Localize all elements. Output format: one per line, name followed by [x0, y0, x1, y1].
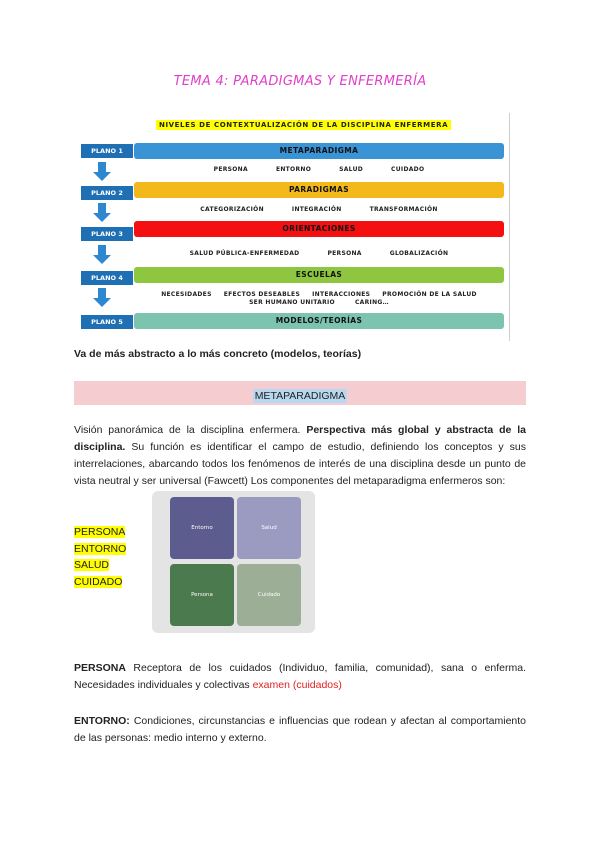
entorno-paragraph — [74, 713, 526, 747]
level-item: GLOBALIZACIÓN — [389, 250, 449, 257]
escuelas-bar: ESCUELAS — [134, 267, 504, 283]
paragraph-bold-text: Perspectiva más global y abstracta de la disciplina. — [74, 424, 526, 453]
plano-5-label: PLANO 5 — [81, 315, 133, 329]
grid-cell-salud: Salud — [237, 497, 301, 559]
level-item: TRANSFORMACIÓN — [369, 206, 438, 213]
metaparadigma-grid — [152, 491, 315, 633]
paragraph-text: Visión panorámica de la disciplina enfermera. — [74, 424, 307, 436]
paragraph-text: Su función es identificar el campo de estudio, definiendo los conceptos y sus interrelaciones, abarcando todos los fenómenos de interés de una disciplina desde un punto de vista neutral y ser universal (Fawcett) Los componentes del metaparadigma enfermeros son: — [74, 441, 526, 487]
plano-1-label: PLANO 1 — [81, 144, 133, 158]
modelos-teorias-bar: MODELOS/TEORÍAS — [134, 313, 504, 329]
paragraph-text: Receptora de los cuidados (Individuo, familia, comunidad), sana o enferma. Necesidades individuales y colectivas — [74, 662, 526, 691]
level-item: EFECTOS DESEABLES — [223, 291, 301, 298]
diagram-title: NIVELES DE CONTEXTUALIZACIÓN DE LA DISCIPLINA ENFERMERA — [156, 120, 451, 130]
plano-3-label: PLANO 3 — [81, 227, 133, 241]
level-item: PROMOCIÓN DE LA SALUD — [382, 291, 477, 298]
grid-cell-cuidado: Cuidado — [237, 564, 301, 626]
grid-cell-persona: Persona — [170, 564, 234, 626]
level-item: INTERACCIONES — [312, 291, 371, 298]
orientaciones-bar: ORIENTACIONES — [134, 221, 504, 237]
components-list — [74, 524, 126, 590]
escuelas-items — [134, 291, 504, 298]
metaparadigma-paragraph — [74, 422, 526, 490]
paradigmas-bar: PARADIGMAS — [134, 182, 504, 198]
diagram-border — [509, 113, 510, 341]
level-item: ENTORNO — [275, 166, 312, 173]
level-item: CARING… — [354, 299, 389, 306]
paragraph-text: Condiciones, circunstancias e influencias que rodean y afectan al comportamiento de las personas: medio interno y externo. — [74, 715, 526, 744]
orientaciones-items — [134, 250, 504, 257]
level-item: PERSONA — [327, 250, 362, 257]
entorno-term: ENTORNO: — [74, 715, 130, 727]
plano-4-label: PLANO 4 — [81, 271, 133, 285]
persona-term: PERSONA — [74, 662, 126, 674]
level-item: INTEGRACIÓN — [291, 206, 342, 213]
component-item: PERSONA — [74, 526, 126, 538]
escuelas-subitems — [134, 299, 504, 306]
level-item: CUIDADO — [391, 166, 425, 173]
section-heading: METAPARADIGMA — [254, 390, 346, 402]
component-item: SALUD — [74, 559, 110, 571]
paradigmas-items — [134, 206, 504, 213]
component-item: ENTORNO — [74, 542, 127, 555]
persona-paragraph — [74, 660, 526, 694]
level-item: PERSONA — [213, 166, 248, 173]
level-item: SALUD PÚBLICA-ENFERMEDAD — [189, 250, 300, 257]
plano-2-label: PLANO 2 — [81, 186, 133, 200]
level-item: SALUD — [339, 166, 364, 173]
grid-cell-entorno: Entorno — [170, 497, 234, 559]
level-item: NECESIDADES — [161, 291, 212, 298]
level-item: SER HUMANO UNITARIO — [249, 299, 335, 306]
level-item: CATEGORIZACIÓN — [200, 206, 264, 213]
levels-diagram — [78, 113, 510, 341]
diagram-caption: Va de más abstracto a lo más concreto (modelos, teorías) — [74, 348, 362, 360]
exam-note: examen (cuidados) — [252, 679, 342, 691]
metaparadigma-items — [134, 166, 504, 173]
component-item: CUIDADO — [74, 575, 123, 588]
metaparadigma-bar: METAPARADIGMA — [134, 143, 504, 159]
document-title: TEMA 4: PARADIGMAS Y ENFERMERÍA — [173, 74, 427, 89]
section-heading-band — [74, 381, 526, 405]
